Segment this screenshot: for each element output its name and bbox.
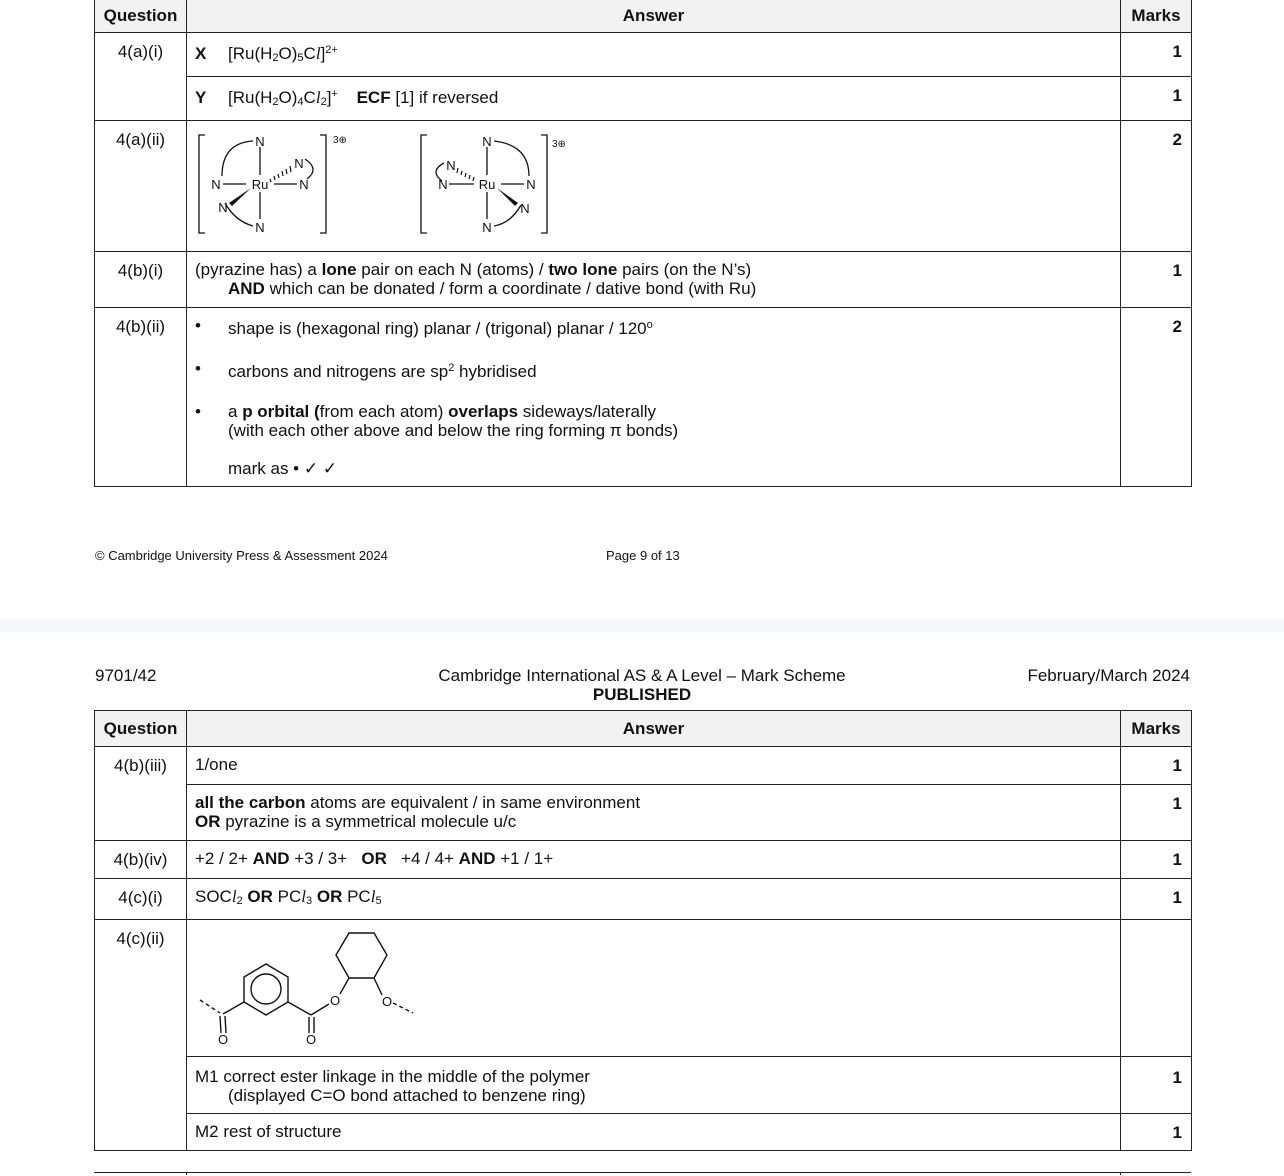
ecf-note: ECF [1] if reversed (356, 88, 499, 107)
bracket-right-icon (320, 135, 326, 233)
syllabus-code: 9701/42 (95, 666, 157, 685)
atom-n: N (211, 177, 221, 192)
page-number: Page 9 of 13 (606, 548, 680, 563)
answer-line: (displayed C=O bond attached to benzene ring) (228, 1086, 586, 1105)
formula-y: $[Ru(H_2O)_4Cl_2]^+$ (228, 88, 338, 108)
table-row (95, 121, 1192, 252)
copyright-footer: © Cambridge University Press & Assessment 2024 (95, 548, 388, 563)
atom-o: O (329, 993, 341, 1008)
atom-n: N (526, 177, 536, 192)
table-row (95, 1114, 1192, 1151)
bullet-point: • carbons and nitrogens are $sp^2$ hybridised (195, 359, 537, 381)
header-marks: Marks (1121, 0, 1192, 33)
answer-line: all the carbon atoms are equivalent / in same environment (195, 793, 641, 812)
answer-label-x: X (195, 44, 207, 63)
table-row (95, 920, 1192, 1057)
atom-o: O (381, 994, 393, 1009)
atom-n: N (255, 134, 265, 149)
table-row (95, 308, 1192, 487)
answer-cell: +2 / 2+ AND +3 / 3+ OR +4 / 4+ AND +1 / 1+ (187, 841, 1121, 879)
table-row (95, 747, 1192, 785)
table-row (95, 1057, 1192, 1114)
answer-cell: 1/one (187, 747, 1121, 785)
marks-cell: 2 (1121, 121, 1192, 252)
atom-n: N (520, 201, 530, 216)
answer-cell: M2 rest of structure (187, 1114, 1121, 1151)
charge-label: 3⊕ (333, 135, 347, 146)
atom-ru: Ru (478, 177, 496, 192)
atom-n: N (438, 177, 448, 192)
marks-cell: 1 (1121, 785, 1192, 841)
answer-line: M1 correct ester linkage in the middle of the polymer (195, 1067, 590, 1086)
document-title: Cambridge International AS & A Level – Mark Scheme (438, 666, 846, 685)
atom-ru: Ru (251, 177, 269, 192)
page-separator (0, 619, 1284, 632)
question-number: 4(b)(i) (95, 252, 187, 308)
marks-cell: 1 (1121, 1114, 1192, 1151)
header-question: Question (95, 0, 187, 33)
header-marks: Marks (1121, 711, 1192, 747)
answer-line: (pyrazine has) a lone pair on each N (atoms) / two lone pairs (on the N’s) (195, 260, 752, 279)
table-row (95, 785, 1192, 841)
bullet-point: • shape is (hexagonal ring) planar / (trigonal) planar / 120$^o$ (195, 316, 653, 338)
mark-scheme-table-page-9 (94, 0, 1192, 487)
header-question: Question (95, 711, 187, 747)
question-number: 4(b)(iii) (95, 747, 187, 841)
atom-o: O (305, 1032, 317, 1047)
marks-cell: 1 (1121, 252, 1192, 308)
atom-n: N (218, 200, 228, 215)
table-row (95, 252, 1192, 308)
bracket-left-icon (421, 135, 427, 233)
answer-cell (187, 785, 1121, 841)
table-header-row (95, 0, 1192, 33)
marks-cell: 1 (1121, 879, 1192, 920)
answer-cell (187, 920, 1121, 1057)
atom-n: N (446, 158, 456, 173)
table-row (95, 841, 1192, 879)
header-answer: Answer (187, 711, 1121, 747)
answer-cell (187, 121, 1121, 252)
next-table-top-edge (94, 1172, 1191, 1176)
question-number: 4(a)(ii) (95, 121, 187, 252)
atom-n: N (299, 177, 309, 192)
mark-scheme-table-page-10 (94, 710, 1192, 1151)
polyester-structure-diagram (187, 920, 447, 1056)
published-label: PUBLISHED (592, 685, 692, 704)
answer-cell (187, 33, 1121, 77)
answer-line: OR pyrazine is a symmetrical molecule u/c (195, 812, 517, 831)
question-number: 4(c)(i) (95, 879, 187, 920)
atom-n: N (482, 134, 492, 149)
header-answer: Answer (187, 0, 1121, 33)
atom-n: N (482, 220, 492, 235)
marks-cell (1121, 920, 1192, 1057)
marks-cell: 1 (1121, 1057, 1192, 1114)
answer-cell (187, 77, 1121, 121)
atom-n: N (255, 220, 265, 235)
exam-session: February/March 2024 (1027, 666, 1190, 685)
marks-cell: 1 (1121, 33, 1192, 77)
marks-cell: 1 (1121, 747, 1192, 785)
page-10 (0, 632, 1284, 1175)
question-number: 4(a)(i) (95, 33, 187, 121)
answer-line: AND which can be donated / form a coordinate / dative bond (with Ru) (228, 279, 757, 298)
table-row (95, 33, 1192, 77)
bracket-right-icon (541, 135, 547, 233)
answer-cell (187, 1057, 1121, 1114)
question-number: 4(c)(ii) (95, 920, 187, 1151)
question-number: 4(b)(iv) (95, 841, 187, 879)
table-row (95, 879, 1192, 920)
mark-as-note: mark as • ✓ ✓ (228, 459, 338, 478)
atom-n: N (294, 156, 304, 171)
bullet-point: • a p orbital (from each atom) overlaps sideways/laterally (with each other above and below the ring forming π bonds) (195, 402, 679, 440)
charge-label: 3⊕ (552, 139, 566, 150)
optical-isomers-diagram (187, 121, 607, 251)
atom-o: O (217, 1032, 229, 1047)
answer-label-y: Y (195, 88, 207, 107)
marks-cell: 1 (1121, 841, 1192, 879)
answer-cell (187, 308, 1121, 487)
table-header-row (95, 711, 1192, 747)
question-number: 4(b)(ii) (95, 308, 187, 487)
answer-cell (187, 252, 1121, 308)
table-row (95, 77, 1192, 121)
bracket-left-icon (199, 135, 205, 233)
answer-cell: SOCl$_2$ OR PCl$_3$ OR PCl$_5$ (187, 879, 1121, 920)
marks-cell: 1 (1121, 77, 1192, 121)
marks-cell: 2 (1121, 308, 1192, 487)
formula-x: $[Ru(H_2O)_5Cl]^{2+}$ (228, 44, 338, 64)
cyclohexane-ring-icon (336, 933, 387, 978)
